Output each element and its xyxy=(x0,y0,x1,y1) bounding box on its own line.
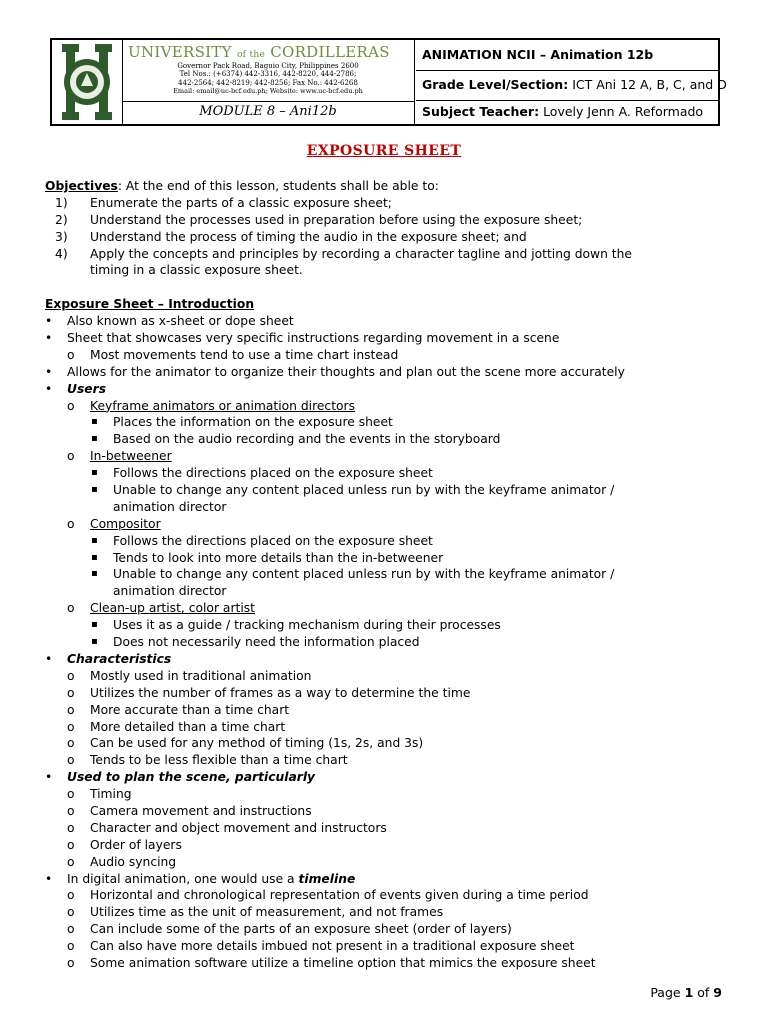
teacher-cell xyxy=(416,100,718,124)
bullet-icon: o xyxy=(67,955,75,970)
list-item-level-1 xyxy=(45,769,735,786)
list-item-level-3 xyxy=(45,583,735,600)
objective-item xyxy=(45,262,735,279)
bullet-icon: o xyxy=(67,888,75,903)
list-item-level-2 xyxy=(45,685,735,702)
bullet-icon: o xyxy=(67,668,75,683)
bullet-icon: o xyxy=(67,787,75,802)
objectives-list xyxy=(45,195,735,279)
bullet-icon: ▪ xyxy=(91,619,98,631)
list-item-level-1 xyxy=(45,651,735,668)
list-item-text: Allows for the animator to organize their thoughts and plan out the scene more accurately xyxy=(67,364,625,379)
list-item-text: Based on the audio recording and the events in the storyboard xyxy=(113,432,501,447)
list-item-text: Can also have more details imbued not present in a traditional exposure sheet xyxy=(90,939,575,954)
list-item-level-3 xyxy=(45,414,735,431)
list-item-level-1 xyxy=(45,381,735,398)
objective-text: Enumerate the parts of a classic exposure sheet; xyxy=(90,195,392,210)
list-item-text: Can be used for any method of timing (1s, 2s, and 3s) xyxy=(90,736,424,751)
bullet-icon: • xyxy=(45,314,53,329)
list-item-text: Uses it as a guide / tracking mechanism during their processes xyxy=(113,618,501,633)
list-item-level-1 xyxy=(45,313,735,330)
bullet-icon: • xyxy=(45,651,53,666)
bullet-icon: o xyxy=(67,736,75,751)
bullet-icon: ▪ xyxy=(91,433,98,445)
list-item-text: Order of layers xyxy=(90,837,182,852)
bullet-icon: o xyxy=(67,516,75,531)
bullet-icon: o xyxy=(67,939,75,954)
university-address: Governor Pack Road, Baguio City, Philippines 2600 xyxy=(177,62,359,70)
list-item-text: Mostly used in traditional animation xyxy=(90,668,312,683)
course-title: ANIMATION NCII – Animation 12b xyxy=(422,47,654,62)
bullet-icon: ▪ xyxy=(91,636,98,648)
bullet-icon: ▪ xyxy=(91,467,98,479)
list-item-level-3 xyxy=(45,482,735,499)
bullet-icon: o xyxy=(67,601,75,616)
list-item-text: Utilizes time as the unit of measurement, and not frames xyxy=(90,905,444,920)
list-item-text: In-betweener xyxy=(90,449,172,464)
list-item-text: Used to plan the scene, particularly xyxy=(67,770,316,785)
bullet-icon: ▪ xyxy=(91,484,98,496)
document-body xyxy=(45,178,735,972)
page-title: EXPOSURE SHEET xyxy=(306,143,462,159)
list-item-text: Places the information on the exposure sheet xyxy=(113,415,393,430)
list-item-level-3 xyxy=(45,634,735,651)
section-heading: Exposure Sheet – Introduction xyxy=(45,297,255,312)
course-cell xyxy=(416,40,718,71)
list-item-text: Does not necessarily need the information placed xyxy=(113,635,420,650)
content-list xyxy=(45,313,735,972)
list-item-level-1 xyxy=(45,364,735,381)
university-email: Email: email@uc-bcf.edu.ph; Website: www.uc-bcf.edu.ph xyxy=(173,87,363,96)
list-item-text: Character and object movement and instructors xyxy=(90,820,387,835)
bullet-icon: o xyxy=(67,685,75,700)
list-item-level-2 xyxy=(45,887,735,904)
list-item-level-3 xyxy=(45,533,735,550)
list-item-text: Tends to be less flexible than a time chart xyxy=(90,753,348,768)
list-item-level-2 xyxy=(45,786,735,803)
bullet-icon: o xyxy=(67,719,75,734)
bullet-icon: • xyxy=(45,381,53,396)
bullet-icon: • xyxy=(45,770,53,785)
list-item-text: Compositor xyxy=(90,516,161,531)
objective-item xyxy=(45,195,735,212)
list-item-level-2 xyxy=(45,719,735,736)
bullet-icon: • xyxy=(45,871,53,886)
objective-text: timing in a classic exposure sheet. xyxy=(90,263,303,278)
module-cell xyxy=(122,101,415,124)
list-item-text: Unable to change any content placed unless run by with the keyframe animator / xyxy=(113,483,615,498)
list-item-text: Follows the directions placed on the exposure sheet xyxy=(113,466,433,481)
list-item-level-2 xyxy=(45,921,735,938)
list-item-text: More detailed than a time chart xyxy=(90,719,286,734)
list-item-level-2 xyxy=(45,668,735,685)
list-item-text: Can include some of the parts of an exposure sheet (order of layers) xyxy=(90,922,512,937)
list-item-text: Utilizes the number of frames as a way to determine the time xyxy=(90,685,471,700)
bullet-icon: o xyxy=(67,922,75,937)
list-item-text: Timing xyxy=(90,787,132,802)
list-item-level-1 xyxy=(45,871,735,888)
bullet-icon: o xyxy=(67,449,75,464)
objectives-intro: Objectives: At the end of this lesson, students shall be able to: xyxy=(45,179,439,193)
grade-cell xyxy=(416,70,727,101)
bullet-icon: o xyxy=(67,702,75,717)
list-item-text: Some animation software utilize a timeline option that mimics the exposure sheet xyxy=(90,955,596,970)
emphasis-term: timeline xyxy=(298,871,356,886)
header-table xyxy=(50,38,727,126)
university-name: UNIVERSITY of the CORDILLERAS xyxy=(128,43,390,61)
list-item-level-2 xyxy=(45,600,735,617)
list-item-level-2 xyxy=(45,904,735,921)
bullet-icon: o xyxy=(67,347,75,362)
bullet-icon: o xyxy=(67,854,75,869)
objective-text: Understand the process of timing the audio in the exposure sheet; and xyxy=(90,229,527,244)
objective-number: 2) xyxy=(55,212,68,227)
bullet-icon: o xyxy=(67,837,75,852)
list-item-level-2 xyxy=(45,752,735,769)
list-item-text: More accurate than a time chart xyxy=(90,702,290,717)
bullet-icon: o xyxy=(67,753,75,768)
list-item-text: Keyframe animators or animation directors xyxy=(90,398,355,413)
objective-number: 4) xyxy=(55,246,68,261)
list-item-text: Characteristics xyxy=(67,651,172,666)
list-item-text: animation director xyxy=(113,584,227,599)
list-item-text: Most movements tend to use a time chart instead xyxy=(90,347,399,362)
university-seal-logo xyxy=(52,40,122,124)
objective-text: Apply the concepts and principles by recording a character tagline and jotting down the xyxy=(90,246,632,261)
list-item-level-3 xyxy=(45,431,735,448)
list-item-level-3 xyxy=(45,617,735,634)
university-tel: Tel Nos.: (+6374) 442-3316, 442-8220, 444-2786; xyxy=(179,70,357,79)
grade-level: Grade Level/Section: ICT Ani 12 A, B, C, and D xyxy=(422,77,727,92)
bullet-icon: ▪ xyxy=(91,534,98,546)
list-item-level-2 xyxy=(45,347,735,364)
list-item-level-1 xyxy=(45,330,735,347)
list-item-text: Audio syncing xyxy=(90,854,177,869)
bullet-icon: o xyxy=(67,803,75,818)
list-item-level-2 xyxy=(45,398,735,415)
objective-item xyxy=(45,229,735,246)
list-item-text: animation director xyxy=(113,499,227,514)
objectives-label: Objectives xyxy=(45,179,118,193)
list-item-level-3 xyxy=(45,550,735,567)
module-label: MODULE 8 – Ani12b xyxy=(199,104,337,119)
list-item-text: Users xyxy=(67,381,107,396)
list-item-text: Horizontal and chronological representation of events given during a time period xyxy=(90,888,589,903)
list-item-level-2 xyxy=(45,955,735,972)
list-item-level-2 xyxy=(45,448,735,465)
list-item-text: Sheet that showcases very specific instructions regarding movement in a scene xyxy=(67,331,560,346)
list-item-text: Follows the directions placed on the exposure sheet xyxy=(113,533,433,548)
objective-number: 1) xyxy=(55,195,68,210)
bullet-icon: o xyxy=(67,398,75,413)
list-item-text: Unable to change any content placed unless run by with the keyframe animator / xyxy=(113,567,615,582)
bullet-icon: ▪ xyxy=(91,416,98,428)
list-item-level-2 xyxy=(45,702,735,719)
list-item-level-2 xyxy=(45,820,735,837)
page-footer: Page 1 of 9 xyxy=(650,985,722,1000)
bullet-icon: • xyxy=(45,364,53,379)
list-item-level-2 xyxy=(45,803,735,820)
list-item-level-2 xyxy=(45,735,735,752)
objective-item xyxy=(45,246,735,263)
objective-number: 3) xyxy=(55,229,68,244)
bullet-icon: o xyxy=(67,905,75,920)
university-tel-fax: 442-2564; 442-8219; 442-8256; Fax No.: 442-6268 xyxy=(178,78,358,87)
list-item-level-3 xyxy=(45,465,735,482)
university-cell xyxy=(122,40,415,102)
bullet-icon: o xyxy=(67,820,75,835)
bullet-icon: • xyxy=(45,331,53,346)
list-item-text: Camera movement and instructions xyxy=(90,803,312,818)
list-item-text: Tends to look into more details than the in-betweener xyxy=(113,550,444,565)
list-item-level-3 xyxy=(45,566,735,583)
objective-text: Understand the processes used in preparation before using the exposure sheet; xyxy=(90,212,583,227)
blank-line xyxy=(45,279,735,296)
objective-item xyxy=(45,212,735,229)
bullet-icon: ▪ xyxy=(91,551,98,563)
list-item-level-2 xyxy=(45,938,735,955)
list-item-text: Also known as x-sheet or dope sheet xyxy=(67,314,294,329)
list-item-level-3 xyxy=(45,499,735,516)
logo-cell xyxy=(52,40,123,124)
list-item-text: In digital animation, one would use a timeline xyxy=(67,871,356,886)
subject-teacher: Subject Teacher: Lovely Jenn A. Reformado xyxy=(422,104,704,119)
list-item-level-2 xyxy=(45,516,735,533)
university-info xyxy=(122,62,414,96)
list-item-level-2 xyxy=(45,837,735,854)
bullet-icon: ▪ xyxy=(91,568,98,580)
list-item-level-2 xyxy=(45,854,735,871)
list-item-text: Clean-up artist, color artist xyxy=(90,601,255,616)
